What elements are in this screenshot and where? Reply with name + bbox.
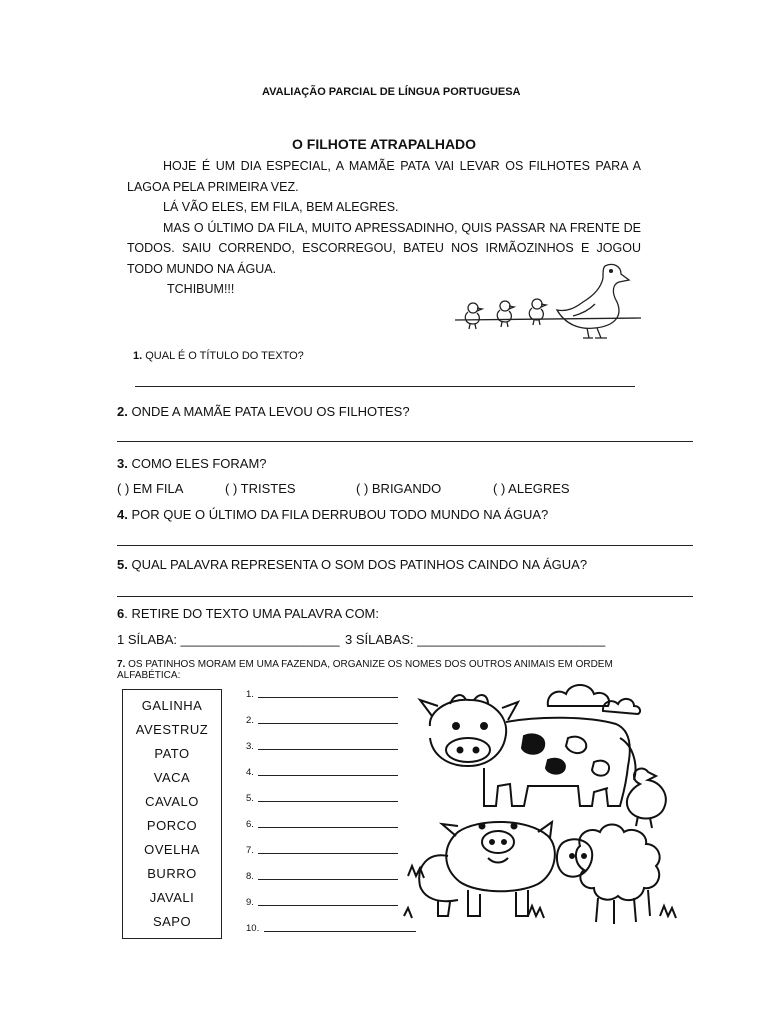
question-text: COMO ELES FORAM? bbox=[127, 456, 267, 471]
option-brigando[interactable]: ( ) BRIGANDO bbox=[356, 481, 442, 496]
one-syllable-field[interactable]: 1 SÍLABA: ______________________ bbox=[117, 632, 340, 647]
duck-family-icon bbox=[455, 258, 641, 344]
answer-number: 4. bbox=[246, 767, 254, 778]
story-paragraph: MAS O ÚLTIMO DA FILA, MUITO APRESSADINHO, QUIS PASSAR NA FRENTE DE TODOS. SAIU CORRENDO, ESCORREGOU, BATEU NOS IRMÃOZINHOS E JOGOU TODO MUNDO NA ÁGUA. bbox=[127, 220, 641, 276]
answer-number: 2. bbox=[246, 715, 254, 726]
answer-number: 7. bbox=[246, 845, 254, 856]
animal-word: OVELHA bbox=[144, 842, 200, 857]
animal-word: SAPO bbox=[152, 914, 192, 929]
answer-number: 8. bbox=[246, 871, 254, 882]
answer-number: 6. bbox=[246, 819, 254, 830]
option-alegres[interactable]: ( ) ALEGRES bbox=[493, 481, 570, 496]
question-number: 1. bbox=[133, 350, 143, 362]
three-syllables-field[interactable]: 3 SÍLABAS: __________________________ bbox=[345, 632, 606, 647]
animal-word: AVESTRUZ bbox=[135, 722, 209, 737]
answer-number: 10. bbox=[246, 923, 260, 934]
answer-line[interactable] bbox=[117, 545, 693, 546]
option-tristes[interactable]: ( ) TRISTES bbox=[225, 481, 296, 496]
answer-number: 3. bbox=[246, 741, 254, 752]
animal-word: JAVALI bbox=[149, 890, 195, 905]
answer-line[interactable] bbox=[258, 905, 398, 906]
question-6 bbox=[117, 606, 379, 621]
question-number: 5. bbox=[117, 557, 128, 572]
answer-line[interactable] bbox=[258, 749, 398, 750]
story-paragraph: TCHIBUM!!! bbox=[167, 282, 235, 296]
worksheet-header: AVALIAÇÃO PARCIAL DE LÍNGUA PORTUGUESA bbox=[262, 86, 521, 98]
question-text: OS PATINHOS MORAM EM UMA FAZENDA, ORGANIZE OS NOMES DOS OUTROS ANIMAIS EM ORDEM ALFABÉTICA: bbox=[117, 659, 613, 681]
answer-line[interactable] bbox=[258, 775, 398, 776]
story-paragraph: LÁ VÃO ELES, EM FILA, BEM ALEGRES. bbox=[163, 200, 399, 214]
answer-line[interactable] bbox=[135, 386, 635, 387]
answer-line[interactable] bbox=[258, 723, 398, 724]
question-text: POR QUE O ÚLTIMO DA FILA DERRUBOU TODO MUNDO NA ÁGUA? bbox=[127, 507, 549, 522]
question-text: QUAL É O TÍTULO DO TEXTO? bbox=[142, 350, 304, 362]
question-3 bbox=[117, 456, 267, 471]
animal-word: VACA bbox=[153, 770, 191, 785]
animal-word: PATO bbox=[154, 746, 190, 761]
animal-word-box bbox=[122, 689, 222, 939]
answer-line[interactable] bbox=[117, 596, 693, 597]
question-2 bbox=[117, 404, 410, 419]
answer-line[interactable] bbox=[258, 801, 398, 802]
story-paragraph: HOJE É UM DIA ESPECIAL, A MAMÃE PATA VAI LEVAR OS FILHOTES PARA A LAGOA PELA PRIMEIRA VEZ. bbox=[127, 159, 641, 194]
question-number: 3. bbox=[117, 456, 128, 471]
answer-line[interactable] bbox=[264, 931, 416, 932]
story-title: O FILHOTE ATRAPALHADO bbox=[292, 136, 477, 152]
animal-word: CAVALO bbox=[145, 794, 199, 809]
animal-word: PORCO bbox=[146, 818, 198, 833]
question-number: 6 bbox=[117, 606, 125, 621]
farm-animals-icon bbox=[398, 676, 688, 934]
question-text: ONDE A MAMÃE PATA LEVOU OS FILHOTES? bbox=[127, 404, 410, 419]
answer-number: 5. bbox=[246, 793, 254, 804]
option-em-fila[interactable]: ( ) EM FILA bbox=[117, 481, 184, 496]
question-number: 4. bbox=[117, 507, 128, 522]
question-5 bbox=[117, 557, 587, 572]
animal-word: GALINHA bbox=[141, 698, 203, 713]
answer-number: 9. bbox=[246, 897, 254, 908]
question-text: QUAL PALAVRA REPRESENTA O SOM DOS PATINHOS CAINDO NA ÁGUA? bbox=[127, 557, 588, 572]
question-text: . RETIRE DO TEXTO UMA PALAVRA COM: bbox=[124, 606, 379, 621]
answer-number: 1. bbox=[246, 689, 254, 700]
question-number: 2. bbox=[117, 404, 128, 419]
animal-word: BURRO bbox=[147, 866, 197, 881]
answer-line[interactable] bbox=[258, 827, 398, 828]
question-1 bbox=[133, 350, 304, 362]
answer-line[interactable] bbox=[258, 879, 398, 880]
question-number: 7. bbox=[117, 659, 126, 670]
answer-line[interactable] bbox=[258, 853, 398, 854]
question-4 bbox=[117, 507, 548, 522]
answer-line[interactable] bbox=[258, 697, 398, 698]
answer-line[interactable] bbox=[117, 441, 693, 442]
